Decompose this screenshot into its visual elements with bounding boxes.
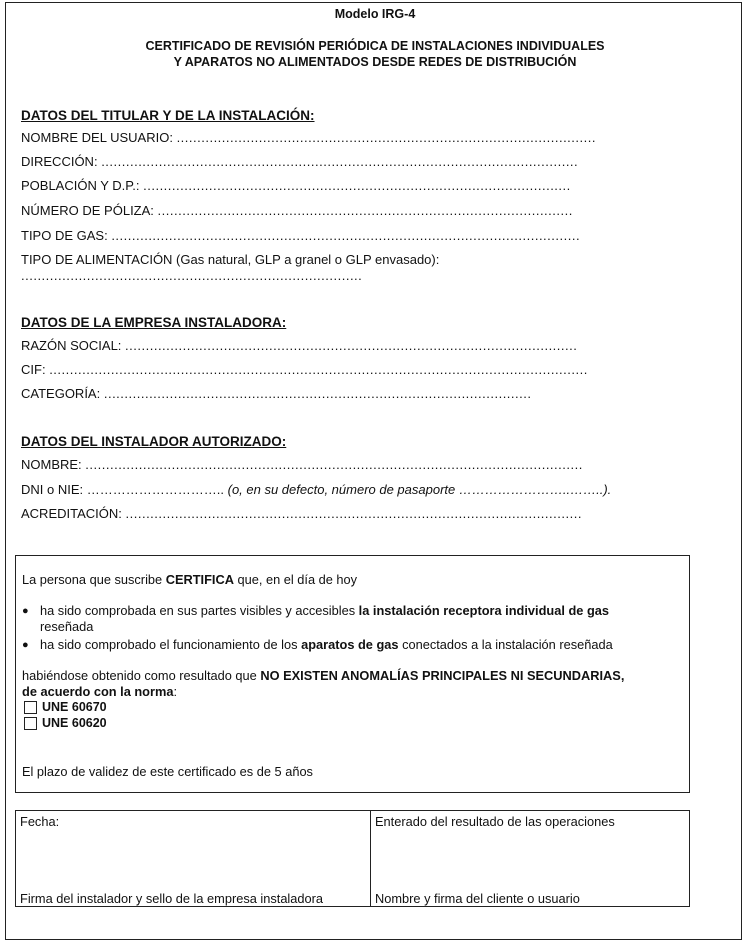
field-dots: ........................................................................................................ — [143, 178, 571, 193]
checkbox-label: UNE 60670 — [42, 700, 107, 714]
result-text: habiéndose obtenido como resultado que — [22, 668, 261, 683]
field-dots: .................................................................................................................... — [101, 154, 579, 169]
field-label: DIRECCIÓN: — [21, 154, 98, 169]
field-label: TIPO DE GAS: — [21, 228, 108, 243]
norm-heading: de acuerdo con la norma — [22, 684, 174, 699]
field-label: TIPO DE ALIMENTACIÓN (Gas natural, GLP a granel o GLP envasado): — [21, 252, 440, 267]
certification-box — [15, 555, 690, 793]
checkbox-label: UNE 60620 — [42, 716, 107, 730]
field-numero-poliza[interactable] — [21, 203, 573, 218]
field-label: CATEGORÍA: — [21, 386, 101, 401]
document-title-line1: CERTIFICADO DE REVISIÓN PERIÓDICA DE INSTALACIONES INDIVIDUALES — [145, 39, 605, 53]
field-dots: ..................................................................................................... — [157, 203, 573, 218]
certify-keyword: CERTIFICA — [165, 572, 234, 587]
bullet-text: ha sido comprobado el funcionamiento de los — [40, 637, 302, 652]
norm-colon: : — [173, 684, 178, 699]
certify-intro — [22, 572, 357, 587]
field-categoria[interactable] — [21, 386, 531, 401]
section-titular-heading: DATOS DEL TITULAR Y DE LA INSTALACIÓN: — [21, 108, 315, 123]
checkbox-une-60670[interactable] — [24, 701, 37, 714]
bullet-text: ha sido comprobada en sus partes visibles y accesibles — [40, 603, 359, 618]
field-label: NOMBRE: — [21, 457, 82, 472]
validity-text: El plazo de validez de este certificado es de 5 años — [22, 764, 313, 779]
enterado-label: Enterado del resultado de las operaciones — [375, 814, 615, 829]
bullet-instalacion — [40, 603, 609, 618]
field-tipo-alimentacion[interactable] — [21, 252, 439, 267]
field-dots: ................................................................................................................................... — [49, 362, 588, 377]
field-acreditacion[interactable] — [21, 506, 582, 521]
bullet-icon: ● — [22, 605, 29, 617]
model-label: Modelo IRG-4 — [334, 7, 416, 21]
passport-note: (o, en su defecto, número de pasaporte — [227, 482, 456, 497]
field-dots: .............................................................................................................. — [125, 338, 578, 353]
checkbox-une-60620[interactable] — [24, 717, 37, 730]
field-label: NÚMERO DE PÓLIZA: — [21, 203, 154, 218]
certify-intro-text: La persona que suscribe — [22, 572, 166, 587]
field-dots: ......................................................................................................................... — [85, 457, 583, 472]
field-label: ACREDITACIÓN: — [21, 506, 122, 521]
bullet-bold: la instalación receptora individual de gas — [358, 603, 609, 618]
field-label: CIF: — [21, 362, 46, 377]
table-divider — [370, 811, 371, 906]
field-dni[interactable] — [21, 482, 611, 497]
field-nombre[interactable] — [21, 457, 583, 472]
firma-cliente-label[interactable]: Nombre y firma del cliente o usuario — [375, 891, 580, 906]
result-bold: NO EXISTEN ANOMALÍAS PRINCIPALES NI SECUNDARIAS, — [260, 668, 625, 683]
certify-intro-end: que, en el día de hoy — [233, 572, 358, 587]
field-dots: .................................................................................................................. — [111, 228, 581, 243]
firma-instalador-label[interactable]: Firma del instalador y sello de la empresa instaladora — [20, 891, 324, 906]
field-direccion[interactable] — [21, 154, 578, 169]
section-empresa-heading: DATOS DE LA EMPRESA INSTALADORA: — [21, 315, 287, 330]
bullet-icon: ● — [22, 639, 29, 651]
bullet-instalacion-line2: reseñada — [40, 619, 94, 634]
field-dots: ...................................................................................................... — [176, 130, 596, 145]
passport-dots: ……………………..……..). — [458, 482, 612, 497]
field-nombre-usuario[interactable] — [21, 130, 596, 145]
field-label: NOMBRE DEL USUARIO: — [21, 130, 173, 145]
field-cif[interactable] — [21, 362, 588, 377]
document-title-line2: Y APARATOS NO ALIMENTADOS DESDE REDES DE DISTRIBUCIÓN — [173, 55, 577, 69]
field-label: POBLACIÓN Y D.P.: — [21, 178, 140, 193]
field-dots: ………………………….. — [86, 482, 224, 497]
field-tipo-gas[interactable] — [21, 228, 580, 243]
field-dots: ............................................................................................................... — [125, 506, 582, 521]
section-instalador-heading: DATOS DEL INSTALADOR AUTORIZADO: — [21, 434, 287, 449]
fecha-label[interactable]: Fecha: — [20, 814, 60, 829]
bullet-text-end: conectados a la instalación reseñada — [398, 637, 613, 652]
field-label: DNI o NIE: — [21, 482, 84, 497]
signature-table — [15, 810, 690, 907]
field-tipo-alimentacion-dots[interactable]: ................................................................................... — [21, 268, 363, 283]
field-poblacion[interactable] — [21, 178, 571, 193]
field-razon-social[interactable] — [21, 338, 577, 353]
result-line — [22, 668, 624, 683]
field-dots: ........................................................................................................ — [103, 386, 532, 401]
bullet-bold: aparatos de gas — [301, 637, 399, 652]
field-label: RAZÓN SOCIAL: — [21, 338, 122, 353]
bullet-aparatos — [40, 637, 613, 652]
result-line2 — [22, 684, 177, 699]
